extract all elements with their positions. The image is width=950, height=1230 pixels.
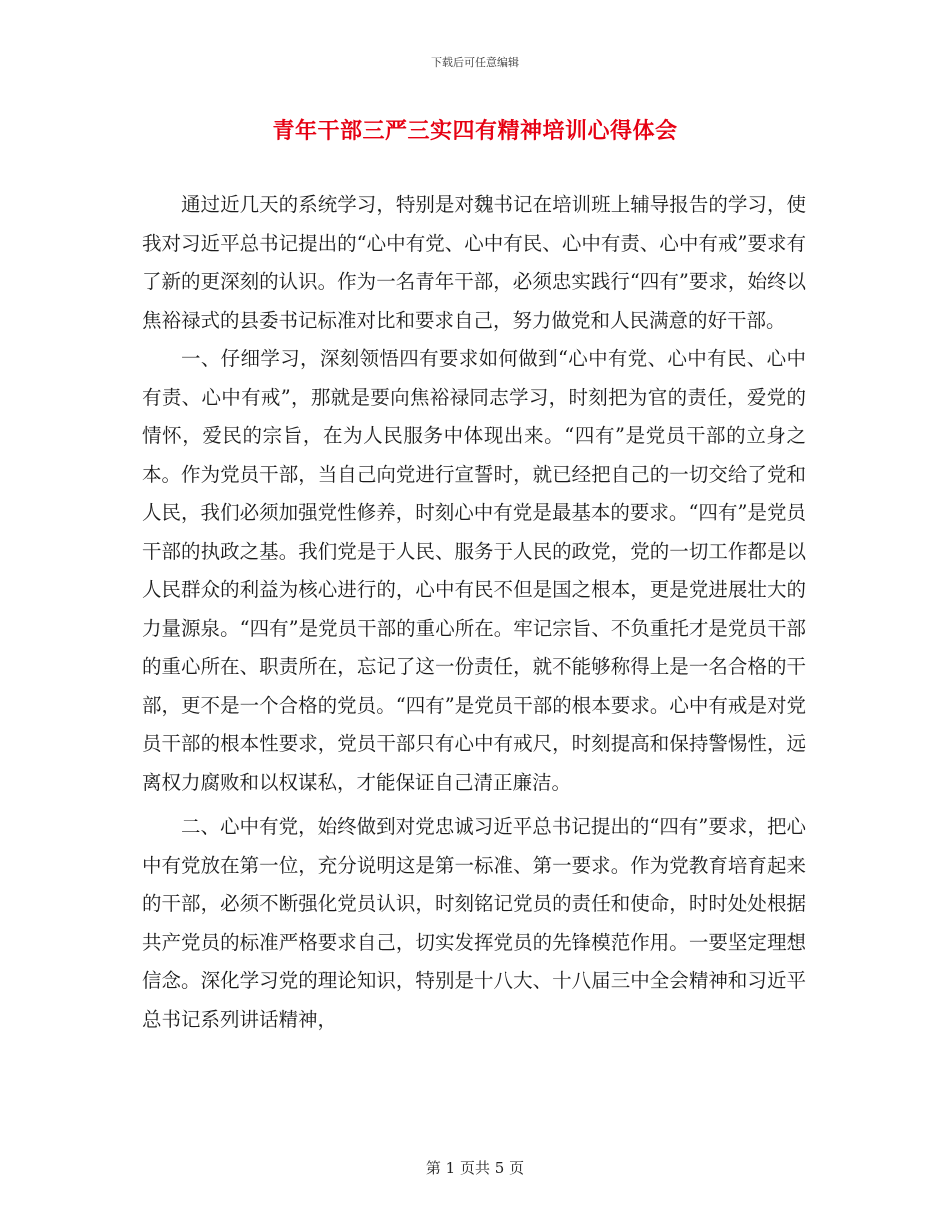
header-note: 下载后可任意编辑 (431, 56, 519, 69)
paragraph-intro: 通过近几天的系统学习，特别是对魏书记在培训班上辅导报告的学习，使我对习近平总书记提出的“心中有党、心中有民、心中有责、心中有戒”要求有了新的更深刻的认识。作为一名青年干部，必须忠实践行“四有”要求，始终以焦裕禄式的县委书记标准对比和要求自己，努力做党和人民满意的好干部。 (142, 193, 806, 332)
document-body (142, 186, 806, 1039)
page-footer: 第 1 页共 5 页 (425, 1159, 525, 1177)
paragraph-section-1: 一、仔细学习，深刻领悟四有要求如何做到“心中有党、心中有民、心中有责、心中有戒”，那就是要向焦裕禄同志学习，时刻把为官的责任，爱党的情怀，爱民的宗旨，在为人民服务中体现出来。“四有”是党员干部的立身之本。作为党员干部，当自己向党进行宣誓时，就已经把自己的一切交给了党和人民，我们必须加强党性修养，时刻心中有党是最基本的要求。“四有”是党员干部的执政之基。我们党是于人民、服务于人民的政党，党的一切工作都是以人民群众的利益为核心进行的，心中有民不但是国之根本，更是党进展壮大的力量源泉。“四有”是党员干部的重心所在。牢记宗旨、不负重托才是党员干部的重心所在、职责所在，忘记了这一份责任，就不能够称得上是一名合格的干部，更不是一个合格的党员。“四有”是党员干部的根本要求。心中有戒是对党员干部的根本性要求，党员干部只有心中有戒尺，时刻提高和保持警惕性，远离权力腐败和以权谋私，才能保证自己清正廉洁。 (142, 347, 806, 794)
document-title: 青年干部三严三实四有精神培训心得体会 (272, 119, 678, 144)
paragraph-section-2: 二、心中有党，始终做到对党忠诚习近平总书记提出的“四有”要求，把心中有党放在第一位，充分说明这是第一标准、第一要求。作为党教育培育起来的干部，必须不断强化党员认识，时刻铭记党员的责任和使命，时时处处根据共产党员的标准严格要求自己，切实发挥党员的先锋模范作用。一要坚定理想信念。深化学习党的理论知识，特别是十八大、十八届三中全会精神和习近平总书记系列讲话精神， (142, 815, 806, 1031)
